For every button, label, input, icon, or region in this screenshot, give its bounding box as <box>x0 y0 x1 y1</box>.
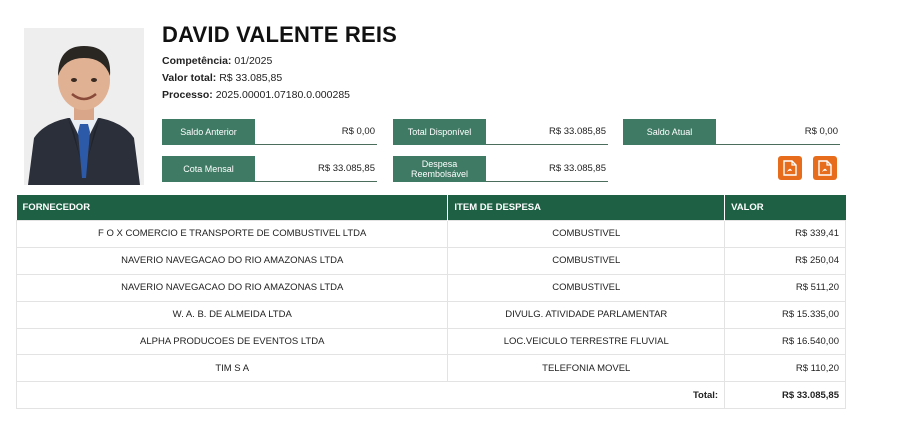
fornecedor-cell: TIM S A <box>17 355 448 382</box>
table-row <box>17 274 846 301</box>
competencia-value: 01/2025 <box>234 55 273 67</box>
fornecedor-cell: NAVERIO NAVEGACAO DO RIO AMAZONAS LTDA <box>17 274 448 301</box>
despesa-reembolsavel-label <box>393 156 486 182</box>
item-cell: COMBUSTIVEL <box>448 221 725 248</box>
processo-value: 2025.00001.07180.0.000285 <box>215 89 351 101</box>
pdf-download-button-2[interactable] <box>813 156 837 180</box>
valor-total-label: Valor total: <box>162 72 217 84</box>
header-fornecedor: FORNECEDOR <box>17 195 448 221</box>
saldo-atual-label: Saldo Atual <box>623 119 716 145</box>
table-header-row <box>17 195 846 221</box>
valor-total-value: R$ 33.085,85 <box>219 72 283 84</box>
portrait-image <box>24 28 144 185</box>
valor-cell: R$ 339,41 <box>725 221 846 248</box>
competencia-label: Competência: <box>162 55 232 67</box>
saldo-atual-value: R$ 0,00 <box>716 119 840 145</box>
expenses-table <box>16 195 846 409</box>
fornecedor-cell: W. A. B. DE ALMEIDA LTDA <box>17 301 448 328</box>
total-value: R$ 33.085,85 <box>725 382 846 409</box>
item-cell: DIVULG. ATIVIDADE PARLAMENTAR <box>448 301 725 328</box>
fornecedor-cell: ALPHA PRODUCOES DE EVENTOS LTDA <box>17 328 448 355</box>
valor-cell: R$ 110,20 <box>725 355 846 382</box>
despesa-reembolsavel-label-line2: Reembolsável <box>410 169 469 179</box>
competencia-line <box>162 55 272 67</box>
saldo-anterior-label: Saldo Anterior <box>162 119 255 145</box>
valor-cell: R$ 511,20 <box>725 274 846 301</box>
fornecedor-cell: F O X COMERCIO E TRANSPORTE DE COMBUSTIVEL LTDA <box>17 221 448 248</box>
valor-total-line <box>162 72 282 84</box>
saldo-anterior-value: R$ 0,00 <box>255 119 377 145</box>
table-row <box>17 301 846 328</box>
item-cell: COMBUSTIVEL <box>448 247 725 274</box>
despesa-reembolsavel-value: R$ 33.085,85 <box>486 156 608 182</box>
cota-mensal-value: R$ 33.085,85 <box>255 156 377 182</box>
valor-cell: R$ 15.335,00 <box>725 301 846 328</box>
pdf-file-icon <box>783 160 797 176</box>
header-item-despesa: ITEM DE DESPESA <box>448 195 725 221</box>
item-cell: COMBUSTIVEL <box>448 274 725 301</box>
despesa-reembolsavel-label-line1: Despesa <box>421 159 458 169</box>
table-row <box>17 328 846 355</box>
table-row <box>17 221 846 248</box>
valor-cell: R$ 16.540,00 <box>725 328 846 355</box>
processo-label: Processo: <box>162 89 213 101</box>
deputy-photo <box>24 28 144 185</box>
item-cell: TELEFONIA MOVEL <box>448 355 725 382</box>
table-row <box>17 247 846 274</box>
total-label: Total: <box>17 382 725 409</box>
item-cell: LOC.VEICULO TERRESTRE FLUVIAL <box>448 328 725 355</box>
table-total-row <box>17 382 846 409</box>
total-disponivel-value: R$ 33.085,85 <box>486 119 608 145</box>
pdf-file-icon <box>818 160 832 176</box>
header-valor: VALOR <box>725 195 846 221</box>
total-disponivel-label: Total Disponível <box>393 119 486 145</box>
valor-cell: R$ 250,04 <box>725 247 846 274</box>
processo-line <box>162 89 350 101</box>
fornecedor-cell: NAVERIO NAVEGACAO DO RIO AMAZONAS LTDA <box>17 247 448 274</box>
cota-mensal-label: Cota Mensal <box>162 156 255 182</box>
pdf-download-button-1[interactable] <box>778 156 802 180</box>
table-row <box>17 355 846 382</box>
deputy-name: DAVID VALENTE REIS <box>162 22 398 47</box>
